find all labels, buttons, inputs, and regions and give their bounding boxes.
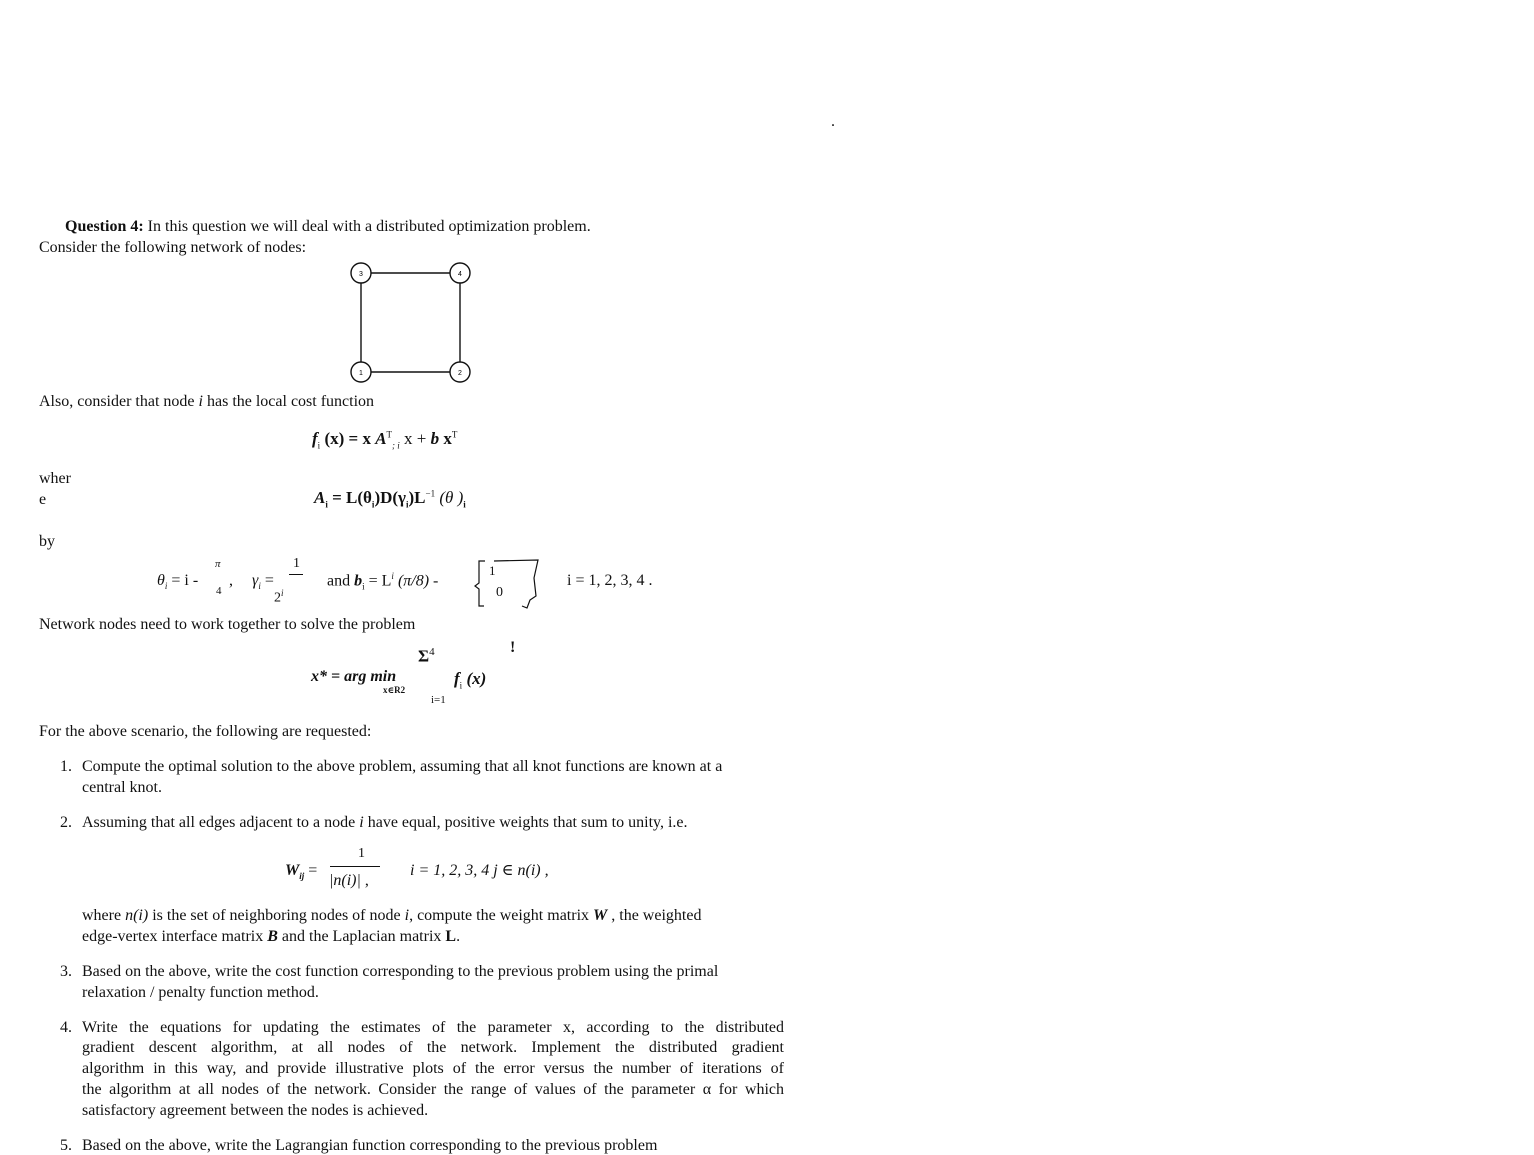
w-eq: = xyxy=(304,862,318,879)
where-n-d: , the weighted xyxy=(607,907,702,924)
opt-fx: (x) xyxy=(462,669,487,688)
gamma-symbol: γ xyxy=(252,572,259,589)
b-and: and xyxy=(327,572,355,590)
w-denominator xyxy=(329,871,369,890)
item-4-line4: the algorithm at all nodes of the network. Consider the range of values of the parameter α for which xyxy=(82,1081,784,1098)
where-part2: e xyxy=(39,491,47,508)
equation-A xyxy=(314,488,466,510)
theta-symbol: θ xyxy=(157,572,165,589)
b-symbol: b xyxy=(354,572,363,590)
eq-A-lhs: A xyxy=(314,488,326,507)
gamma-fraction-bar xyxy=(289,574,303,575)
eq-A-sub-gamma: i xyxy=(406,499,409,510)
opt-under: x∈R2 xyxy=(383,685,406,695)
item-2-text-i: i xyxy=(359,814,364,831)
eq-f-subi: ; i xyxy=(392,440,400,451)
node-3-label: 3 xyxy=(359,271,363,278)
where-n-line1 xyxy=(82,906,701,925)
where-n-W: W xyxy=(593,907,608,924)
item-5-number: 5. xyxy=(60,1137,72,1154)
cost-intro xyxy=(39,392,374,411)
gamma-eq: = xyxy=(260,572,274,589)
node-1-label: 1 xyxy=(359,370,363,377)
node-1 xyxy=(351,362,371,382)
gamma-den-base: 2 xyxy=(274,590,281,606)
param-gamma xyxy=(252,571,274,592)
index-range: i = 1, 2, 3, 4 . xyxy=(567,572,653,589)
gamma-denominator xyxy=(274,588,284,607)
item-2-text xyxy=(82,813,688,832)
eq-A-rhs4: (θ ) xyxy=(435,488,464,507)
w-range-text: i = 1, 2, 3, 4 j ∈ n(i) , xyxy=(410,862,549,879)
b-sub: i xyxy=(362,581,365,592)
param-comma: , xyxy=(229,572,233,589)
opt-f-symbol: f xyxy=(454,669,460,688)
where-n-ni: n(i) xyxy=(125,907,149,924)
eq-A-sub-theta: i xyxy=(371,499,375,510)
eq-f-x2: x xyxy=(439,429,452,448)
param-pi: π xyxy=(215,558,221,570)
param-four: 4 xyxy=(216,585,222,597)
theta-dash: - xyxy=(192,572,199,589)
eq-f-supT2: T xyxy=(451,429,458,440)
cost-intro-a: Also, consider that node xyxy=(39,393,199,410)
opt-i-eq: i=1 xyxy=(431,694,446,706)
network-text: Network nodes need to work together to solve the problem xyxy=(39,616,416,633)
eq-f-b: b xyxy=(430,429,440,448)
question-line2: Consider the following network of nodes: xyxy=(39,239,307,256)
requested-text: For the above scenario, the following are requested: xyxy=(39,723,372,740)
w-fraction-bar xyxy=(330,866,380,867)
b-eq: = L xyxy=(364,572,392,590)
vector-bottom: 0 xyxy=(496,585,503,600)
item-3-number: 3. xyxy=(60,963,72,980)
opt-sum xyxy=(418,646,435,667)
item-1-number: 1. xyxy=(60,758,72,775)
equation-f xyxy=(312,429,457,451)
opt-f-sub: i xyxy=(459,680,463,691)
sum-top: 4 xyxy=(429,646,435,658)
network-graph xyxy=(340,260,480,385)
eq-f-symbol: f xyxy=(312,429,318,448)
gamma-numerator: 1 xyxy=(293,556,300,571)
eq-f-x1: (x) = x xyxy=(320,429,376,448)
node-2-label: 2 xyxy=(458,370,462,377)
where-n-line2a: edge-vertex interface matrix xyxy=(82,928,268,945)
node-2 xyxy=(450,362,470,382)
cost-intro-i: i xyxy=(198,393,203,410)
eq-f-A: A xyxy=(375,429,387,448)
eq-A-sub: i xyxy=(325,499,328,510)
where-n-line2b: and the Laplacian matrix xyxy=(277,928,446,945)
item-4-line3: algorithm in this way, and provide illustrative plots of the error versus the number of iterations of xyxy=(82,1060,784,1077)
eq-A-rhs2: )D(γ xyxy=(374,488,406,507)
item-1-line2: central knot. xyxy=(82,779,162,796)
where-n-line2c: . xyxy=(456,928,461,945)
vector-bracket xyxy=(472,558,544,614)
xstar-text: x* = arg min xyxy=(311,668,397,685)
b-rest: (π/8) - xyxy=(393,572,439,590)
w-lhs xyxy=(285,861,317,882)
gamma-den-pow: i xyxy=(281,588,284,598)
where-n-L: L xyxy=(445,928,457,945)
question-label: Question 4: xyxy=(65,218,144,235)
where-n-B: B xyxy=(267,928,278,945)
w-range xyxy=(410,861,549,880)
item-4-line5: satisfactory agreement between the nodes is achieved. xyxy=(82,1102,429,1119)
item-4-line2: gradient descent algorithm, at all nodes of the network. Implement the distributed gradient xyxy=(82,1039,784,1056)
param-theta xyxy=(157,571,198,592)
param-b xyxy=(327,571,438,592)
eq-f-supT: T xyxy=(386,429,393,440)
eq-A-sub2: i xyxy=(463,499,466,510)
item-4-number: 4. xyxy=(60,1019,72,1036)
w-symbol: W xyxy=(285,862,300,879)
vector-top: 1 xyxy=(489,563,496,578)
where-n-a: where xyxy=(82,907,126,924)
stray-dot: . xyxy=(831,113,835,130)
by-text: by xyxy=(39,533,55,550)
question-intro: In this question we will deal with a distributed optimization problem. xyxy=(147,218,591,235)
item-2-number: 2. xyxy=(60,814,72,831)
cost-intro-b: has the local cost function xyxy=(202,393,375,410)
question-intro-line xyxy=(65,217,591,236)
item-3-line1: Based on the above, write the cost function corresponding to the previous problem using the primal xyxy=(82,963,719,980)
where-n-line2 xyxy=(82,927,460,946)
eq-A-rhs: = L(θ xyxy=(327,488,372,507)
w-den: |n(i)| xyxy=(329,872,361,889)
item-4-line1: Write the equations for updating the estimates of the parameter x, according to the distributed xyxy=(82,1019,784,1036)
where-n-c: , compute the weight matrix xyxy=(409,907,594,924)
gamma-sub: i xyxy=(258,581,261,592)
item-5-line1: Based on the above, write the Lagrangian function corresponding to the previous problem xyxy=(82,1137,658,1154)
eq-A-sup: −1 xyxy=(425,488,436,499)
opt-exclamation: ! xyxy=(510,639,516,656)
item-2-text-a: Assuming that all edges adjacent to a node xyxy=(82,814,360,831)
where-n-b: is the set of neighboring nodes of node xyxy=(148,907,405,924)
eq-A-rhs3: )L xyxy=(408,488,426,507)
where-n-i: i xyxy=(404,907,410,924)
item-3-line2: relaxation / penalty function method. xyxy=(82,984,319,1001)
w-numerator: 1 xyxy=(358,846,365,861)
w-comma: , xyxy=(360,872,369,889)
theta-sub: i xyxy=(164,581,168,592)
node-4-label: 4 xyxy=(458,271,462,278)
where-part1: wher xyxy=(39,470,71,487)
theta-eq: = i xyxy=(167,572,193,589)
item-2-text-b: have equal, positive weights that sum to unity, i.e. xyxy=(363,814,688,831)
b-sup: i xyxy=(391,571,394,581)
opt-f xyxy=(454,669,486,691)
sum-symbol: Σ xyxy=(418,646,430,666)
w-sub: ij xyxy=(299,871,305,882)
opt-xstar xyxy=(311,667,396,686)
eq-f-rest: x + xyxy=(399,429,431,448)
node-3 xyxy=(351,263,371,283)
node-4 xyxy=(450,263,470,283)
eq-f-sub: i xyxy=(317,440,321,451)
item-1-line1: Compute the optimal solution to the above problem, assuming that all knot functions are known at a xyxy=(82,758,723,775)
